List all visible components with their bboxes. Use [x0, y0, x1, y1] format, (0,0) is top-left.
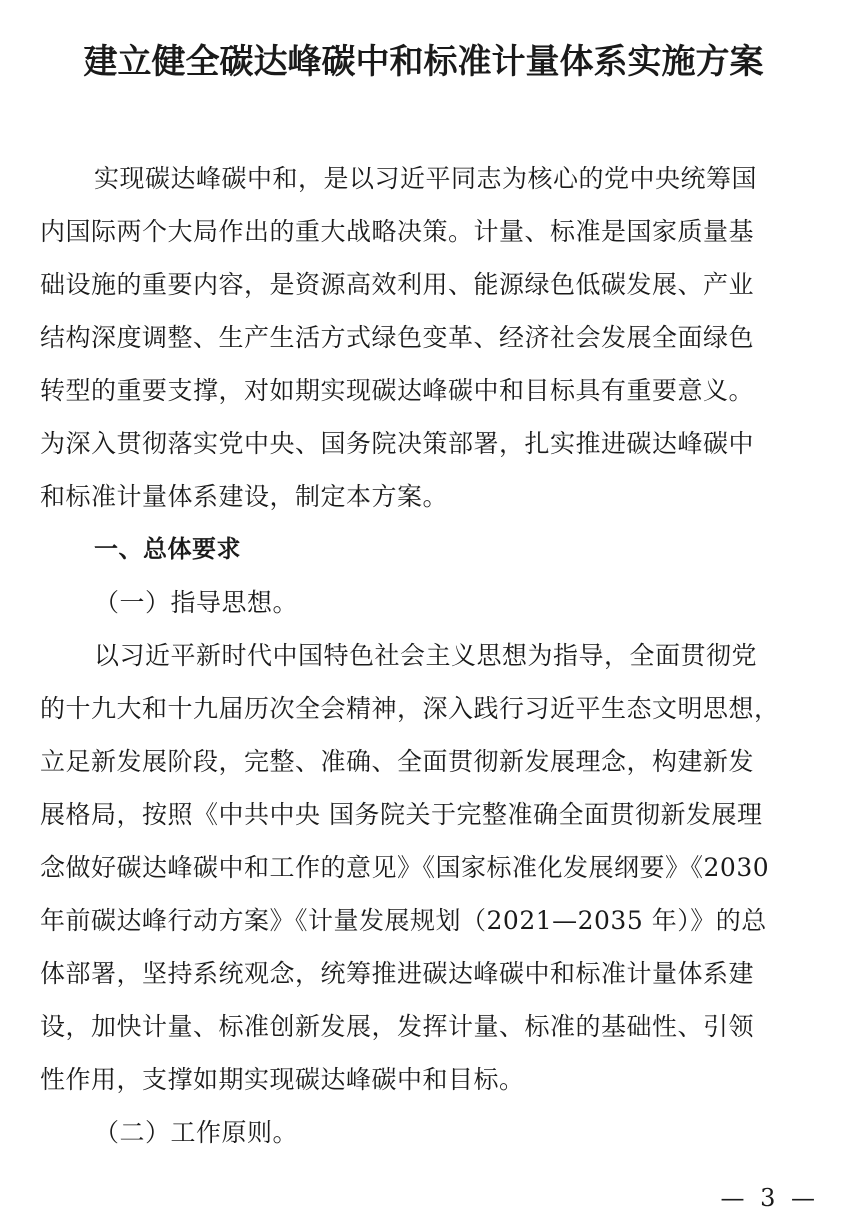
paragraph-line: 础设施的重要内容，是资源高效利用、能源绿色低碳发展、产业 — [40, 270, 755, 299]
paragraph-line: 内国际两个大局作出的重大战略决策。计量、标准是国家质量基 — [40, 217, 755, 246]
subsection-heading: （一）指导思想。 — [94, 588, 299, 617]
paragraph-line: 设，加快计量、标准创新发展，发挥计量、标准的基础性、引领 — [40, 1012, 755, 1041]
section-heading: 一、总体要求 — [94, 535, 241, 563]
paragraph-line: 体部署，坚持系统观念，统筹推进碳达峰碳中和标准计量体系建 — [40, 959, 755, 988]
paragraph-line: 以习近平新时代中国特色社会主义思想为指导，全面贯彻党 — [94, 641, 758, 670]
paragraph-line: 和标准计量体系建设，制定本方案。 — [40, 482, 449, 511]
paragraph-line: 年前碳达峰行动方案》《计量发展规划（2021—2035 年）》的总 — [40, 906, 767, 935]
paragraph-line: 转型的重要支撑，对如期实现碳达峰碳中和目标具有重要意义。 — [40, 376, 755, 405]
paragraph-line: 实现碳达峰碳中和，是以习近平同志为核心的党中央统筹国 — [94, 164, 758, 193]
document-title: 建立健全碳达峰碳中和标准计量体系实施方案 — [83, 42, 764, 82]
page-number: — 3 — — [720, 1184, 819, 1212]
document-body — [40, 152, 830, 1159]
paragraph-line: 结构深度调整、生产生活方式绿色变革、经济社会发展全面绿色 — [40, 323, 755, 352]
paragraph-line: 的十九大和十九届历次全会精神，深入践行习近平生态文明思想， — [40, 694, 780, 723]
subsection-heading: （二）工作原则。 — [94, 1118, 299, 1147]
paragraph-line: 立足新发展阶段，完整、准确、全面贯彻新发展理念，构建新发 — [40, 747, 755, 776]
paragraph-line: 为深入贯彻落实党中央、国务院决策部署，扎实推进碳达峰碳中 — [40, 429, 755, 458]
paragraph-line: 展格局，按照《中共中央 国务院关于完整准确全面贯彻新发展理 — [40, 800, 763, 829]
paragraph-line: 性作用，支撑如期实现碳达峰碳中和目标。 — [40, 1065, 525, 1094]
paragraph-line: 念做好碳达峰碳中和工作的意见》《国家标准化发展纲要》《2030 — [40, 853, 770, 882]
